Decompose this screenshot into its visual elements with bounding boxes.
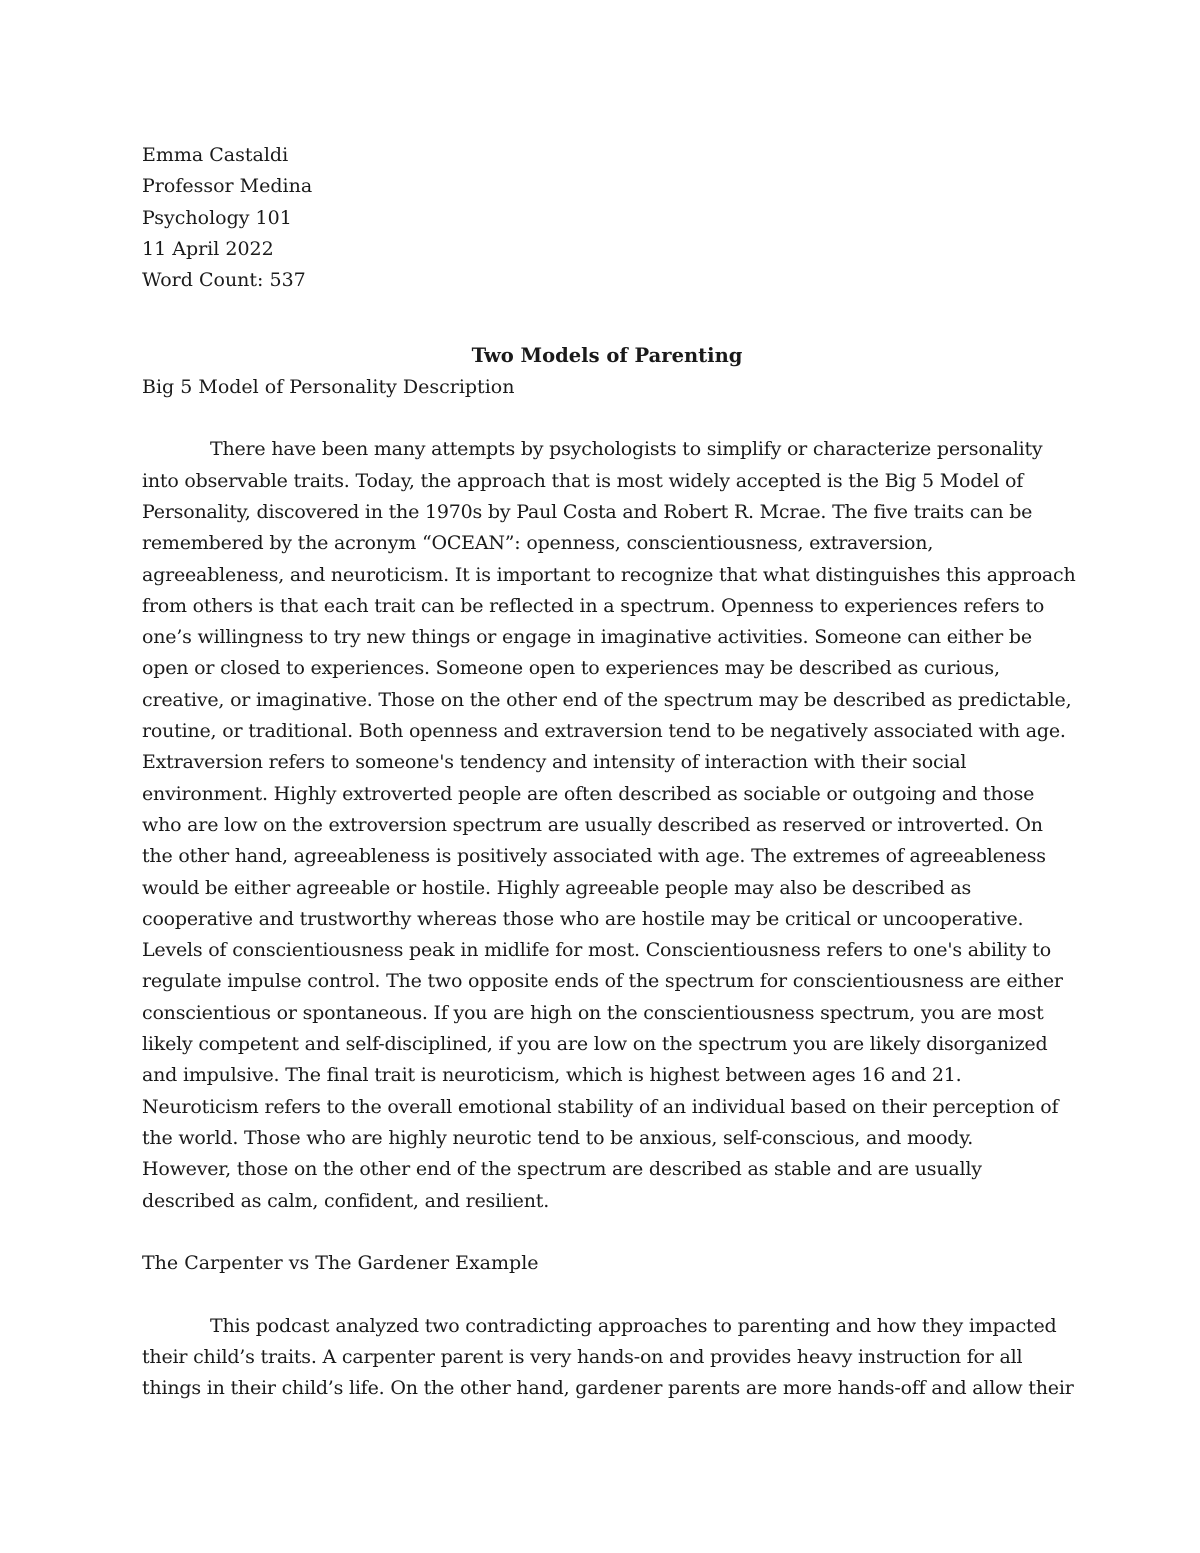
paragraph-line: creative, or imaginative. Those on the other end of the spectrum may be described as predictable, (142, 688, 1072, 711)
paragraph-line: environment. Highly extroverted people are often described as sociable or outgoing and those (142, 782, 1035, 805)
paragraph-line: the other hand, agreeableness is positively associated with age. The extremes of agreeableness (142, 845, 1046, 868)
paragraph-line: into observable traits. Today, the approach that is most widely accepted is the Big 5 Model of (142, 469, 1024, 492)
paragraph-line: This podcast analyzed two contradicting approaches to parenting and how they impacted (210, 1314, 1057, 1337)
section-heading-carpenter-gardener: The Carpenter vs The Gardener Example (142, 1252, 539, 1275)
paragraph-line: There have been many attempts by psychologists to simplify or characterize personality (210, 438, 1043, 461)
paragraph-big5 (142, 434, 1076, 1216)
paragraph-line: regulate impulse control. The two opposite ends of the spectrum for conscientiousness are either (142, 970, 1063, 993)
paragraph-line: things in their child’s life. On the other hand, gardener parents are more hands-off and allow their (142, 1377, 1074, 1400)
section-heading-big5: Big 5 Model of Personality Description (142, 375, 515, 398)
paragraph-line: agreeableness, and neuroticism. It is important to recognize that what distinguishes this approach (142, 563, 1076, 586)
paragraph-line: one’s willingness to try new things or engage in imaginative activities. Someone can either be (142, 626, 1032, 649)
word-count: Word Count: 537 (142, 269, 306, 292)
paragraph-line: their child’s traits. A carpenter parent is very hands-on and provides heavy instruction for all (142, 1345, 1023, 1368)
paragraph-line: who are low on the extroversion spectrum are usually described as reserved or introverted. On (142, 813, 1043, 836)
paragraph-carpenter-gardener (142, 1311, 1072, 1405)
paragraph-line: from others is that each trait can be reflected in a spectrum. Openness to experiences refers to (142, 594, 1045, 617)
paragraph-line: and impulsive. The final trait is neuroticism, which is highest between ages 16 and 21. (142, 1064, 962, 1087)
paragraph-line: Extraversion refers to someone's tendency and intensity of interaction with their social (142, 751, 967, 774)
paragraph-line: Personality, discovered in the 1970s by Paul Costa and Robert R. Mcrae. The five traits can be (142, 500, 1033, 523)
header-block (142, 140, 1072, 296)
paragraph-line: However, those on the other end of the spectrum are described as stable and are usually (142, 1158, 982, 1181)
paragraph-line: Levels of conscientiousness peak in midlife for most. Conscientiousness refers to one's ability to (142, 939, 1051, 962)
paragraph-line: routine, or traditional. Both openness and extraversion tend to be negatively associated with age. (142, 720, 1066, 743)
paragraph-line: remembered by the acronym “OCEAN”: openness, conscientiousness, extraversion, (142, 532, 934, 555)
course-name: Psychology 101 (142, 206, 292, 229)
paragraph-line: the world. Those who are highly neurotic tend to be anxious, self-conscious, and moody. (142, 1126, 974, 1149)
paragraph-line: likely competent and self-disciplined, if you are low on the spectrum you are likely disorganized (142, 1033, 1048, 1056)
professor-name: Professor Medina (142, 175, 313, 198)
document-page (142, 140, 1076, 1405)
paragraph-line: would be either agreeable or hostile. Highly agreeable people may also be described as (142, 876, 972, 899)
paragraph-line: cooperative and trustworthy whereas those who are hostile may be critical or uncooperative. (142, 907, 1024, 930)
paragraph-line: open or closed to experiences. Someone open to experiences may be described as curious, (142, 657, 1000, 680)
paragraph-line: Neuroticism refers to the overall emotional stability of an individual based on their perception of (142, 1095, 1059, 1118)
document-date: 11 April 2022 (142, 237, 274, 260)
paragraph-line: conscientious or spontaneous. If you are high on the conscientiousness spectrum, you are most (142, 1001, 1044, 1024)
author-name: Emma Castaldi (142, 144, 289, 166)
paragraph-line: described as calm, confident, and resilient. (142, 1189, 550, 1212)
document-title: Two Models of Parenting (471, 344, 743, 368)
